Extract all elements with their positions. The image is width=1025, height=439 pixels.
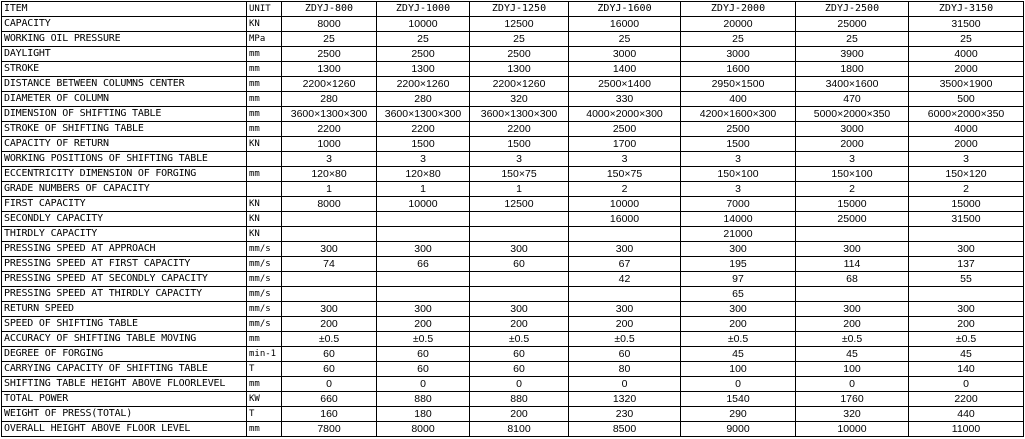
row-value-cell: 2500 bbox=[569, 122, 681, 137]
row-value-cell: 25 bbox=[909, 32, 1024, 47]
row-value-cell: 1000 bbox=[282, 137, 377, 152]
row-value-cell bbox=[569, 287, 681, 302]
row-value-cell: 0 bbox=[569, 377, 681, 392]
row-value-cell: 8000 bbox=[377, 422, 470, 437]
table-row bbox=[2, 362, 1024, 377]
table-row bbox=[2, 332, 1024, 347]
table-row bbox=[2, 287, 1024, 302]
row-value-cell: 45 bbox=[796, 347, 909, 362]
row-value-cell: 10000 bbox=[796, 422, 909, 437]
row-value-cell: 0 bbox=[377, 377, 470, 392]
row-value-cell: ±0.5 bbox=[681, 332, 796, 347]
row-value-cell: 300 bbox=[377, 242, 470, 257]
row-value-cell bbox=[282, 212, 377, 227]
row-value-cell: 440 bbox=[909, 407, 1024, 422]
row-value-cell: 200 bbox=[681, 317, 796, 332]
row-value-cell: 1300 bbox=[470, 62, 569, 77]
row-value-cell bbox=[909, 287, 1024, 302]
specification-table bbox=[1, 1, 1024, 437]
row-value-cell: 1 bbox=[282, 182, 377, 197]
row-value-cell: 8500 bbox=[569, 422, 681, 437]
row-value-cell: 100 bbox=[796, 362, 909, 377]
row-value-cell: 11000 bbox=[909, 422, 1024, 437]
table-row bbox=[2, 62, 1024, 77]
row-value-cell: 67 bbox=[569, 257, 681, 272]
row-value-cell: 25 bbox=[470, 32, 569, 47]
row-value-cell: 1800 bbox=[796, 62, 909, 77]
row-item-label: PRESSING SPEED AT SECONDLY CAPACITY bbox=[2, 272, 247, 287]
row-value-cell bbox=[282, 272, 377, 287]
row-value-cell: 1700 bbox=[569, 137, 681, 152]
row-unit: mm/s bbox=[247, 287, 282, 302]
row-value-cell: 3 bbox=[470, 152, 569, 167]
header-model: ZDYJ-1600 bbox=[569, 2, 681, 17]
row-unit: mm bbox=[247, 122, 282, 137]
row-value-cell: 9000 bbox=[681, 422, 796, 437]
table-row bbox=[2, 272, 1024, 287]
table-row bbox=[2, 302, 1024, 317]
row-value-cell: 2950×1500 bbox=[681, 77, 796, 92]
row-value-cell: 1500 bbox=[681, 137, 796, 152]
row-value-cell: 31500 bbox=[909, 17, 1024, 32]
row-value-cell: 2500×1400 bbox=[569, 77, 681, 92]
row-value-cell: 300 bbox=[681, 302, 796, 317]
row-value-cell: 400 bbox=[681, 92, 796, 107]
row-value-cell: 180 bbox=[377, 407, 470, 422]
row-value-cell bbox=[282, 227, 377, 242]
row-value-cell: 160 bbox=[282, 407, 377, 422]
row-value-cell: 74 bbox=[282, 257, 377, 272]
row-value-cell: 14000 bbox=[681, 212, 796, 227]
row-unit: mm bbox=[247, 47, 282, 62]
row-value-cell bbox=[282, 287, 377, 302]
row-value-cell: 1760 bbox=[796, 392, 909, 407]
row-value-cell: 200 bbox=[569, 317, 681, 332]
row-value-cell: 2000 bbox=[909, 137, 1024, 152]
row-value-cell: 1 bbox=[377, 182, 470, 197]
row-unit: mm bbox=[247, 92, 282, 107]
row-unit: KN bbox=[247, 17, 282, 32]
row-value-cell: 25 bbox=[377, 32, 470, 47]
row-value-cell: 10000 bbox=[569, 197, 681, 212]
row-value-cell: 290 bbox=[681, 407, 796, 422]
row-value-cell: 0 bbox=[470, 377, 569, 392]
row-value-cell: 2500 bbox=[377, 47, 470, 62]
row-item-label: FIRST CAPACITY bbox=[2, 197, 247, 212]
row-value-cell: 2 bbox=[796, 182, 909, 197]
row-item-label: WORKING OIL PRESSURE bbox=[2, 32, 247, 47]
row-item-label: SPEED OF SHIFTING TABLE bbox=[2, 317, 247, 332]
table-row bbox=[2, 317, 1024, 332]
row-value-cell: 300 bbox=[377, 302, 470, 317]
row-unit: T bbox=[247, 407, 282, 422]
table-row bbox=[2, 47, 1024, 62]
row-value-cell: 280 bbox=[377, 92, 470, 107]
header-model: ZDYJ-2500 bbox=[796, 2, 909, 17]
row-value-cell: 25 bbox=[282, 32, 377, 47]
table-row bbox=[2, 197, 1024, 212]
row-value-cell bbox=[796, 287, 909, 302]
row-value-cell: 45 bbox=[681, 347, 796, 362]
row-value-cell: 2200 bbox=[282, 122, 377, 137]
row-value-cell: 320 bbox=[470, 92, 569, 107]
row-value-cell: 60 bbox=[282, 362, 377, 377]
table-row bbox=[2, 107, 1024, 122]
row-value-cell bbox=[796, 227, 909, 242]
row-item-label: DIAMETER OF COLUMN bbox=[2, 92, 247, 107]
row-unit: T bbox=[247, 362, 282, 377]
row-value-cell: 300 bbox=[470, 302, 569, 317]
table-row bbox=[2, 377, 1024, 392]
row-value-cell: 60 bbox=[569, 347, 681, 362]
row-value-cell: 12500 bbox=[470, 197, 569, 212]
row-value-cell bbox=[377, 287, 470, 302]
header-unit: UNIT bbox=[247, 2, 282, 17]
row-value-cell: 60 bbox=[470, 347, 569, 362]
row-value-cell: 97 bbox=[681, 272, 796, 287]
row-value-cell: 300 bbox=[282, 302, 377, 317]
row-value-cell bbox=[470, 212, 569, 227]
table-row bbox=[2, 152, 1024, 167]
table-row bbox=[2, 242, 1024, 257]
table-row bbox=[2, 17, 1024, 32]
row-value-cell: 2200×1260 bbox=[282, 77, 377, 92]
row-value-cell: 200 bbox=[470, 407, 569, 422]
row-value-cell: 2200 bbox=[377, 122, 470, 137]
row-value-cell: 300 bbox=[796, 302, 909, 317]
row-value-cell: 230 bbox=[569, 407, 681, 422]
header-model: ZDYJ-1250 bbox=[470, 2, 569, 17]
row-value-cell: 25 bbox=[796, 32, 909, 47]
table-body bbox=[2, 2, 1024, 437]
row-value-cell: 300 bbox=[909, 242, 1024, 257]
row-value-cell: 150×120 bbox=[909, 167, 1024, 182]
row-value-cell: 3 bbox=[681, 182, 796, 197]
row-item-label: CAPACITY bbox=[2, 17, 247, 32]
row-unit: KN bbox=[247, 197, 282, 212]
row-value-cell: 10000 bbox=[377, 17, 470, 32]
row-value-cell: 45 bbox=[909, 347, 1024, 362]
row-item-label: WORKING POSITIONS OF SHIFTING TABLE bbox=[2, 152, 247, 167]
row-value-cell: 1500 bbox=[377, 137, 470, 152]
row-value-cell: 10000 bbox=[377, 197, 470, 212]
row-item-label: STROKE bbox=[2, 62, 247, 77]
row-value-cell: 7000 bbox=[681, 197, 796, 212]
table-row bbox=[2, 257, 1024, 272]
row-value-cell: 3 bbox=[282, 152, 377, 167]
row-unit: mm bbox=[247, 107, 282, 122]
row-value-cell: ±0.5 bbox=[470, 332, 569, 347]
row-unit: mm/s bbox=[247, 317, 282, 332]
row-value-cell: 200 bbox=[909, 317, 1024, 332]
row-value-cell: 880 bbox=[377, 392, 470, 407]
row-value-cell: 4200×1600×300 bbox=[681, 107, 796, 122]
row-value-cell bbox=[470, 272, 569, 287]
row-value-cell: 15000 bbox=[909, 197, 1024, 212]
header-row bbox=[2, 2, 1024, 17]
row-value-cell: 2200 bbox=[909, 392, 1024, 407]
row-value-cell: 1500 bbox=[470, 137, 569, 152]
row-unit: mm bbox=[247, 62, 282, 77]
row-value-cell: 1540 bbox=[681, 392, 796, 407]
row-value-cell: 60 bbox=[470, 257, 569, 272]
row-value-cell: 25000 bbox=[796, 212, 909, 227]
row-value-cell: 300 bbox=[909, 302, 1024, 317]
row-value-cell: 3 bbox=[569, 152, 681, 167]
row-value-cell: 42 bbox=[569, 272, 681, 287]
row-unit: mm bbox=[247, 77, 282, 92]
row-value-cell: 1 bbox=[470, 182, 569, 197]
row-item-label: DIMENSION OF SHIFTING TABLE bbox=[2, 107, 247, 122]
row-value-cell: 200 bbox=[377, 317, 470, 332]
row-unit: mm/s bbox=[247, 242, 282, 257]
row-item-label: DISTANCE BETWEEN COLUMNS CENTER bbox=[2, 77, 247, 92]
row-value-cell bbox=[470, 227, 569, 242]
header-model: ZDYJ-3150 bbox=[909, 2, 1024, 17]
table-row bbox=[2, 392, 1024, 407]
row-item-label: TOTAL POWER bbox=[2, 392, 247, 407]
table-row bbox=[2, 347, 1024, 362]
row-item-label: DEGREE OF FORGING bbox=[2, 347, 247, 362]
row-value-cell: ±0.5 bbox=[569, 332, 681, 347]
row-value-cell: 4000 bbox=[909, 122, 1024, 137]
row-item-label: DAYLIGHT bbox=[2, 47, 247, 62]
row-value-cell: 300 bbox=[569, 302, 681, 317]
row-value-cell: 1320 bbox=[569, 392, 681, 407]
row-item-label: PRESSING SPEED AT THIRDLY CAPACITY bbox=[2, 287, 247, 302]
row-value-cell: 31500 bbox=[909, 212, 1024, 227]
row-value-cell bbox=[377, 212, 470, 227]
row-value-cell: 3500×1900 bbox=[909, 77, 1024, 92]
row-value-cell: 137 bbox=[909, 257, 1024, 272]
row-value-cell: 0 bbox=[796, 377, 909, 392]
row-value-cell: 60 bbox=[377, 347, 470, 362]
row-value-cell: 2500 bbox=[470, 47, 569, 62]
row-value-cell bbox=[909, 227, 1024, 242]
row-item-label: CAPACITY OF RETURN bbox=[2, 137, 247, 152]
row-value-cell: 320 bbox=[796, 407, 909, 422]
row-value-cell: 2000 bbox=[796, 137, 909, 152]
row-item-label: CARRYING CAPACITY OF SHIFTING TABLE bbox=[2, 362, 247, 377]
row-value-cell: 80 bbox=[569, 362, 681, 377]
row-unit: KW bbox=[247, 392, 282, 407]
row-value-cell bbox=[470, 287, 569, 302]
row-value-cell bbox=[377, 227, 470, 242]
row-value-cell: 0 bbox=[909, 377, 1024, 392]
row-item-label: ACCURACY OF SHIFTING TABLE MOVING bbox=[2, 332, 247, 347]
table-row bbox=[2, 167, 1024, 182]
row-value-cell: 120×80 bbox=[377, 167, 470, 182]
row-value-cell: 3000 bbox=[681, 47, 796, 62]
row-value-cell: 150×100 bbox=[681, 167, 796, 182]
row-value-cell: 7800 bbox=[282, 422, 377, 437]
row-value-cell: 2200×1260 bbox=[470, 77, 569, 92]
row-value-cell: 280 bbox=[282, 92, 377, 107]
row-value-cell: 3000 bbox=[569, 47, 681, 62]
row-unit: mm/s bbox=[247, 257, 282, 272]
row-value-cell: 55 bbox=[909, 272, 1024, 287]
row-value-cell: 25000 bbox=[796, 17, 909, 32]
row-value-cell: 3400×1600 bbox=[796, 77, 909, 92]
row-value-cell: 60 bbox=[470, 362, 569, 377]
row-value-cell: 880 bbox=[470, 392, 569, 407]
row-value-cell: 300 bbox=[569, 242, 681, 257]
row-value-cell: 3 bbox=[796, 152, 909, 167]
row-value-cell: 2500 bbox=[282, 47, 377, 62]
row-value-cell: 470 bbox=[796, 92, 909, 107]
row-value-cell: 2000 bbox=[909, 62, 1024, 77]
row-value-cell: 3600×1300×300 bbox=[282, 107, 377, 122]
row-unit: MPa bbox=[247, 32, 282, 47]
row-unit: min-1 bbox=[247, 347, 282, 362]
row-value-cell: 2500 bbox=[681, 122, 796, 137]
row-value-cell: 65 bbox=[681, 287, 796, 302]
row-value-cell: 16000 bbox=[569, 17, 681, 32]
row-value-cell: 5000×2000×350 bbox=[796, 107, 909, 122]
row-value-cell: 2 bbox=[569, 182, 681, 197]
row-value-cell: 0 bbox=[681, 377, 796, 392]
table-row bbox=[2, 407, 1024, 422]
row-value-cell: 3 bbox=[681, 152, 796, 167]
row-value-cell: 3 bbox=[377, 152, 470, 167]
row-item-label: ECCENTRICITY DIMENSION OF FORGING bbox=[2, 167, 247, 182]
row-value-cell: 60 bbox=[377, 362, 470, 377]
row-value-cell: 2200 bbox=[470, 122, 569, 137]
row-item-label: WEIGHT OF PRESS(TOTAL) bbox=[2, 407, 247, 422]
row-value-cell: 300 bbox=[796, 242, 909, 257]
row-value-cell: 3 bbox=[909, 152, 1024, 167]
table-row bbox=[2, 212, 1024, 227]
row-item-label: GRADE NUMBERS OF CAPACITY bbox=[2, 182, 247, 197]
row-value-cell: 300 bbox=[681, 242, 796, 257]
row-value-cell: 4000 bbox=[909, 47, 1024, 62]
row-value-cell: 2200×1260 bbox=[377, 77, 470, 92]
row-item-label: SHIFTING TABLE HEIGHT ABOVE FLOORLEVEL bbox=[2, 377, 247, 392]
row-value-cell: 8000 bbox=[282, 197, 377, 212]
row-value-cell: 1400 bbox=[569, 62, 681, 77]
row-value-cell: 300 bbox=[470, 242, 569, 257]
row-value-cell: 150×100 bbox=[796, 167, 909, 182]
table-row bbox=[2, 227, 1024, 242]
row-value-cell: 500 bbox=[909, 92, 1024, 107]
row-value-cell: ±0.5 bbox=[377, 332, 470, 347]
header-model: ZDYJ-800 bbox=[282, 2, 377, 17]
row-value-cell: 1300 bbox=[377, 62, 470, 77]
row-unit: mm bbox=[247, 377, 282, 392]
table-row bbox=[2, 137, 1024, 152]
row-value-cell: 8000 bbox=[282, 17, 377, 32]
header-item: ITEM bbox=[2, 2, 247, 17]
row-item-label: RETURN SPEED bbox=[2, 302, 247, 317]
row-value-cell: 16000 bbox=[569, 212, 681, 227]
row-value-cell: 150×75 bbox=[569, 167, 681, 182]
row-value-cell: 120×80 bbox=[282, 167, 377, 182]
row-unit: mm bbox=[247, 332, 282, 347]
table-row bbox=[2, 77, 1024, 92]
table-row bbox=[2, 32, 1024, 47]
row-unit: KN bbox=[247, 212, 282, 227]
row-item-label: PRESSING SPEED AT FIRST CAPACITY bbox=[2, 257, 247, 272]
header-model: ZDYJ-1000 bbox=[377, 2, 470, 17]
row-item-label: SECONDLY CAPACITY bbox=[2, 212, 247, 227]
row-value-cell: 60 bbox=[282, 347, 377, 362]
row-value-cell: 68 bbox=[796, 272, 909, 287]
row-value-cell: 3900 bbox=[796, 47, 909, 62]
row-value-cell: 3000 bbox=[796, 122, 909, 137]
row-item-label: STROKE OF SHIFTING TABLE bbox=[2, 122, 247, 137]
row-value-cell: 0 bbox=[282, 377, 377, 392]
row-value-cell: 1300 bbox=[282, 62, 377, 77]
row-value-cell: 200 bbox=[796, 317, 909, 332]
row-unit: KN bbox=[247, 137, 282, 152]
row-unit: mm/s bbox=[247, 302, 282, 317]
row-unit: mm/s bbox=[247, 272, 282, 287]
row-value-cell: 4000×2000×300 bbox=[569, 107, 681, 122]
row-value-cell: ±0.5 bbox=[282, 332, 377, 347]
row-value-cell: 25 bbox=[569, 32, 681, 47]
row-item-label: OVERALL HEIGHT ABOVE FLOOR LEVEL bbox=[2, 422, 247, 437]
table-row bbox=[2, 182, 1024, 197]
row-value-cell: 140 bbox=[909, 362, 1024, 377]
row-unit bbox=[247, 182, 282, 197]
row-value-cell: ±0.5 bbox=[796, 332, 909, 347]
row-value-cell: 25 bbox=[681, 32, 796, 47]
row-value-cell: 15000 bbox=[796, 197, 909, 212]
row-value-cell: 12500 bbox=[470, 17, 569, 32]
row-value-cell: ±0.5 bbox=[909, 332, 1024, 347]
row-unit: mm bbox=[247, 167, 282, 182]
row-item-label: PRESSING SPEED AT APPROACH bbox=[2, 242, 247, 257]
row-value-cell: 114 bbox=[796, 257, 909, 272]
row-value-cell: 21000 bbox=[681, 227, 796, 242]
table-row bbox=[2, 92, 1024, 107]
row-value-cell: 3600×1300×300 bbox=[470, 107, 569, 122]
row-value-cell: 3600×1300×300 bbox=[377, 107, 470, 122]
header-model: ZDYJ-2000 bbox=[681, 2, 796, 17]
row-value-cell: 330 bbox=[569, 92, 681, 107]
row-value-cell: 8100 bbox=[470, 422, 569, 437]
row-value-cell: 100 bbox=[681, 362, 796, 377]
row-value-cell bbox=[569, 227, 681, 242]
row-value-cell: 660 bbox=[282, 392, 377, 407]
row-value-cell: 300 bbox=[282, 242, 377, 257]
row-value-cell: 150×75 bbox=[470, 167, 569, 182]
row-unit: mm bbox=[247, 422, 282, 437]
row-value-cell: 195 bbox=[681, 257, 796, 272]
row-value-cell: 2 bbox=[909, 182, 1024, 197]
row-value-cell bbox=[377, 272, 470, 287]
row-value-cell: 20000 bbox=[681, 17, 796, 32]
row-item-label: THIRDLY CAPACITY bbox=[2, 227, 247, 242]
row-unit: KN bbox=[247, 227, 282, 242]
row-value-cell: 200 bbox=[282, 317, 377, 332]
row-value-cell: 200 bbox=[470, 317, 569, 332]
row-value-cell: 66 bbox=[377, 257, 470, 272]
row-value-cell: 6000×2000×350 bbox=[909, 107, 1024, 122]
table-row bbox=[2, 422, 1024, 437]
row-unit bbox=[247, 152, 282, 167]
table-row bbox=[2, 122, 1024, 137]
row-value-cell: 1600 bbox=[681, 62, 796, 77]
